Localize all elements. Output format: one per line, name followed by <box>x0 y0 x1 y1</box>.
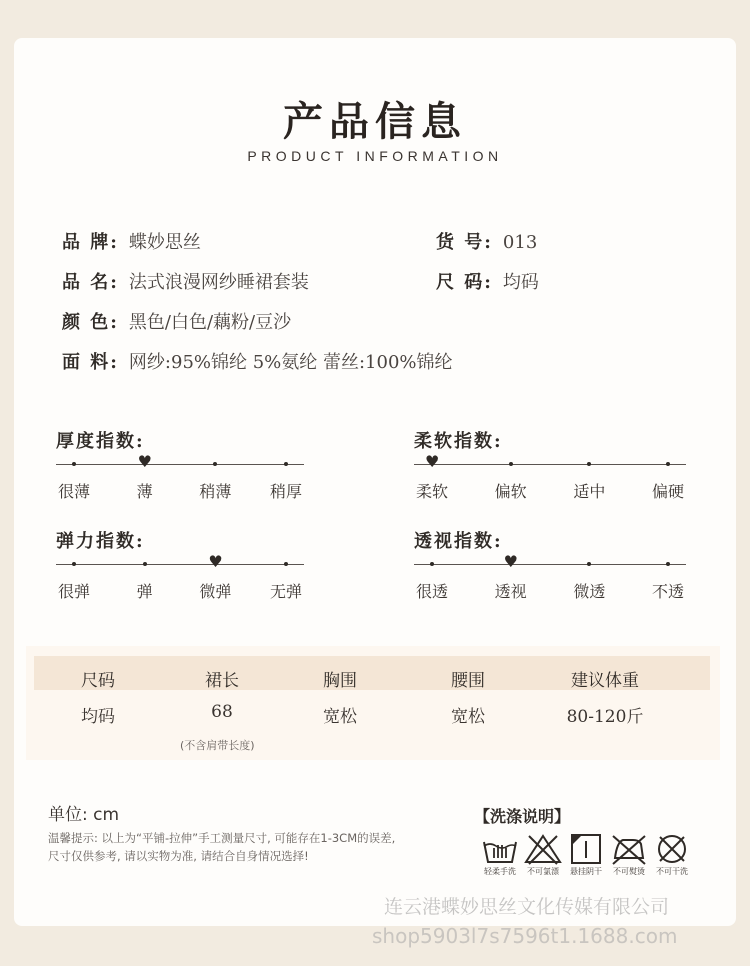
length-note: (不含肩带长度) <box>180 739 255 752</box>
thickness-dot <box>284 462 288 466</box>
elasticity-dot <box>72 562 76 566</box>
softness-option: 偏软 <box>494 482 527 501</box>
td-waist: 宽松 <box>451 707 485 727</box>
name-label: 品 名: <box>62 272 119 293</box>
color-row <box>62 308 291 334</box>
item-no-row <box>436 228 537 254</box>
line-dry-shade-icon <box>566 832 606 866</box>
fabric-label: 面 料: <box>62 352 119 373</box>
td-length: 68 <box>211 702 233 722</box>
size-label: 尺 码: <box>436 272 493 293</box>
no-bleach-icon <box>523 832 563 866</box>
color-value: 黑色/白色/藕粉/豆沙 <box>128 312 292 333</box>
transparency-scale <box>414 527 688 601</box>
transparency-option: 不透 <box>651 582 684 601</box>
no-dry-clean-icon <box>652 832 692 866</box>
transparency-option: 微透 <box>573 582 606 601</box>
brand-row <box>62 228 201 254</box>
brand-label: 品 牌: <box>62 232 119 253</box>
softness-scale <box>414 427 688 501</box>
th-bust: 胸围 <box>323 671 357 691</box>
brand-value: 蝶妙思丝 <box>128 232 201 253</box>
thickness-scale <box>56 427 306 501</box>
item-no-value: 013 <box>502 232 538 253</box>
th-length: 裙长 <box>205 671 239 691</box>
softness-track <box>414 464 686 465</box>
softness-dot <box>666 462 670 466</box>
softness-option: 适中 <box>573 482 606 501</box>
transparency-dot <box>430 562 434 566</box>
softness-dot <box>509 462 513 466</box>
td-bust: 宽松 <box>323 707 357 727</box>
hand-wash-icon <box>480 832 520 866</box>
heart-icon: ♥ <box>137 452 152 471</box>
th-weight: 建议体重 <box>571 671 639 691</box>
elasticity-label: 弹力指数: <box>56 531 145 552</box>
elasticity-option: 无弹 <box>269 582 302 601</box>
care-label-no-iron: 不可熨烫 <box>613 867 645 876</box>
thickness-option: 很薄 <box>57 482 90 501</box>
size-value: 均码 <box>502 272 539 293</box>
name-row <box>62 268 309 294</box>
fabric-value: 网纱:95%锦纶 5%氨纶 蕾丝:100%锦纶 <box>128 352 453 373</box>
care-label-no-dry-clean: 不可干洗 <box>656 867 688 876</box>
transparency-option: 很透 <box>415 582 448 601</box>
transparency-option: 透视 <box>494 582 527 601</box>
elasticity-option: 弹 <box>136 582 153 601</box>
thickness-track <box>56 464 304 465</box>
name-value: 法式浪漫网纱睡裙套装 <box>128 272 309 293</box>
elasticity-scale <box>56 527 306 601</box>
unit-label: 单位: cm <box>48 805 120 825</box>
no-iron-icon <box>609 832 649 866</box>
thickness-option: 稍厚 <box>269 482 302 501</box>
elasticity-track <box>56 564 304 565</box>
size-row <box>436 268 539 294</box>
elasticity-dot <box>284 562 288 566</box>
heart-icon: ♥ <box>208 552 223 571</box>
care-label-no-bleach: 不可氯漂 <box>527 867 559 876</box>
td-weight: 80-120斤 <box>566 707 644 727</box>
th-waist: 腰围 <box>451 671 485 691</box>
transparency-dot <box>666 562 670 566</box>
info-card <box>14 38 736 926</box>
th-size: 尺码 <box>81 671 115 691</box>
watermark-url: shop5903l7s7596t1.1688.com <box>372 924 678 948</box>
thickness-label: 厚度指数: <box>56 431 145 452</box>
thickness-option: 薄 <box>136 482 153 501</box>
elasticity-option: 很弹 <box>57 582 90 601</box>
thickness-dot <box>72 462 76 466</box>
td-size: 均码 <box>81 707 115 727</box>
softness-option: 柔软 <box>415 482 448 501</box>
care-label-hand-wash: 轻柔手洗 <box>484 867 516 876</box>
thickness-option: 稍薄 <box>199 482 232 501</box>
item-no-label: 货 号: <box>436 232 493 253</box>
care-label-line-dry: 悬挂阴干 <box>570 867 602 876</box>
elasticity-dot <box>143 562 147 566</box>
heart-icon: ♥ <box>425 452 440 471</box>
watermark-company: 连云港蝶妙思丝文化传媒有限公司 <box>384 896 670 918</box>
transparency-track <box>414 564 686 565</box>
softness-option: 偏硬 <box>651 482 684 501</box>
color-label: 颜 色: <box>62 312 119 333</box>
fabric-row <box>62 348 453 374</box>
care-title: 【洗涤说明】 <box>474 807 571 826</box>
heart-icon: ♥ <box>503 552 518 571</box>
tip-line-1: 温馨提示: 以上为“平铺-拉伸”手工测量尺寸, 可能存在1-3CM的误差, <box>48 831 396 845</box>
elasticity-option: 微弹 <box>199 582 232 601</box>
softness-label: 柔软指数: <box>414 431 503 452</box>
transparency-label: 透视指数: <box>414 531 503 552</box>
page-title: 产品信息 <box>283 98 467 145</box>
tip-line-2: 尺寸仅供参考, 请以实物为准, 请结合自身情况选择! <box>48 849 309 863</box>
page-subtitle: PRODUCT INFORMATION <box>247 148 503 164</box>
